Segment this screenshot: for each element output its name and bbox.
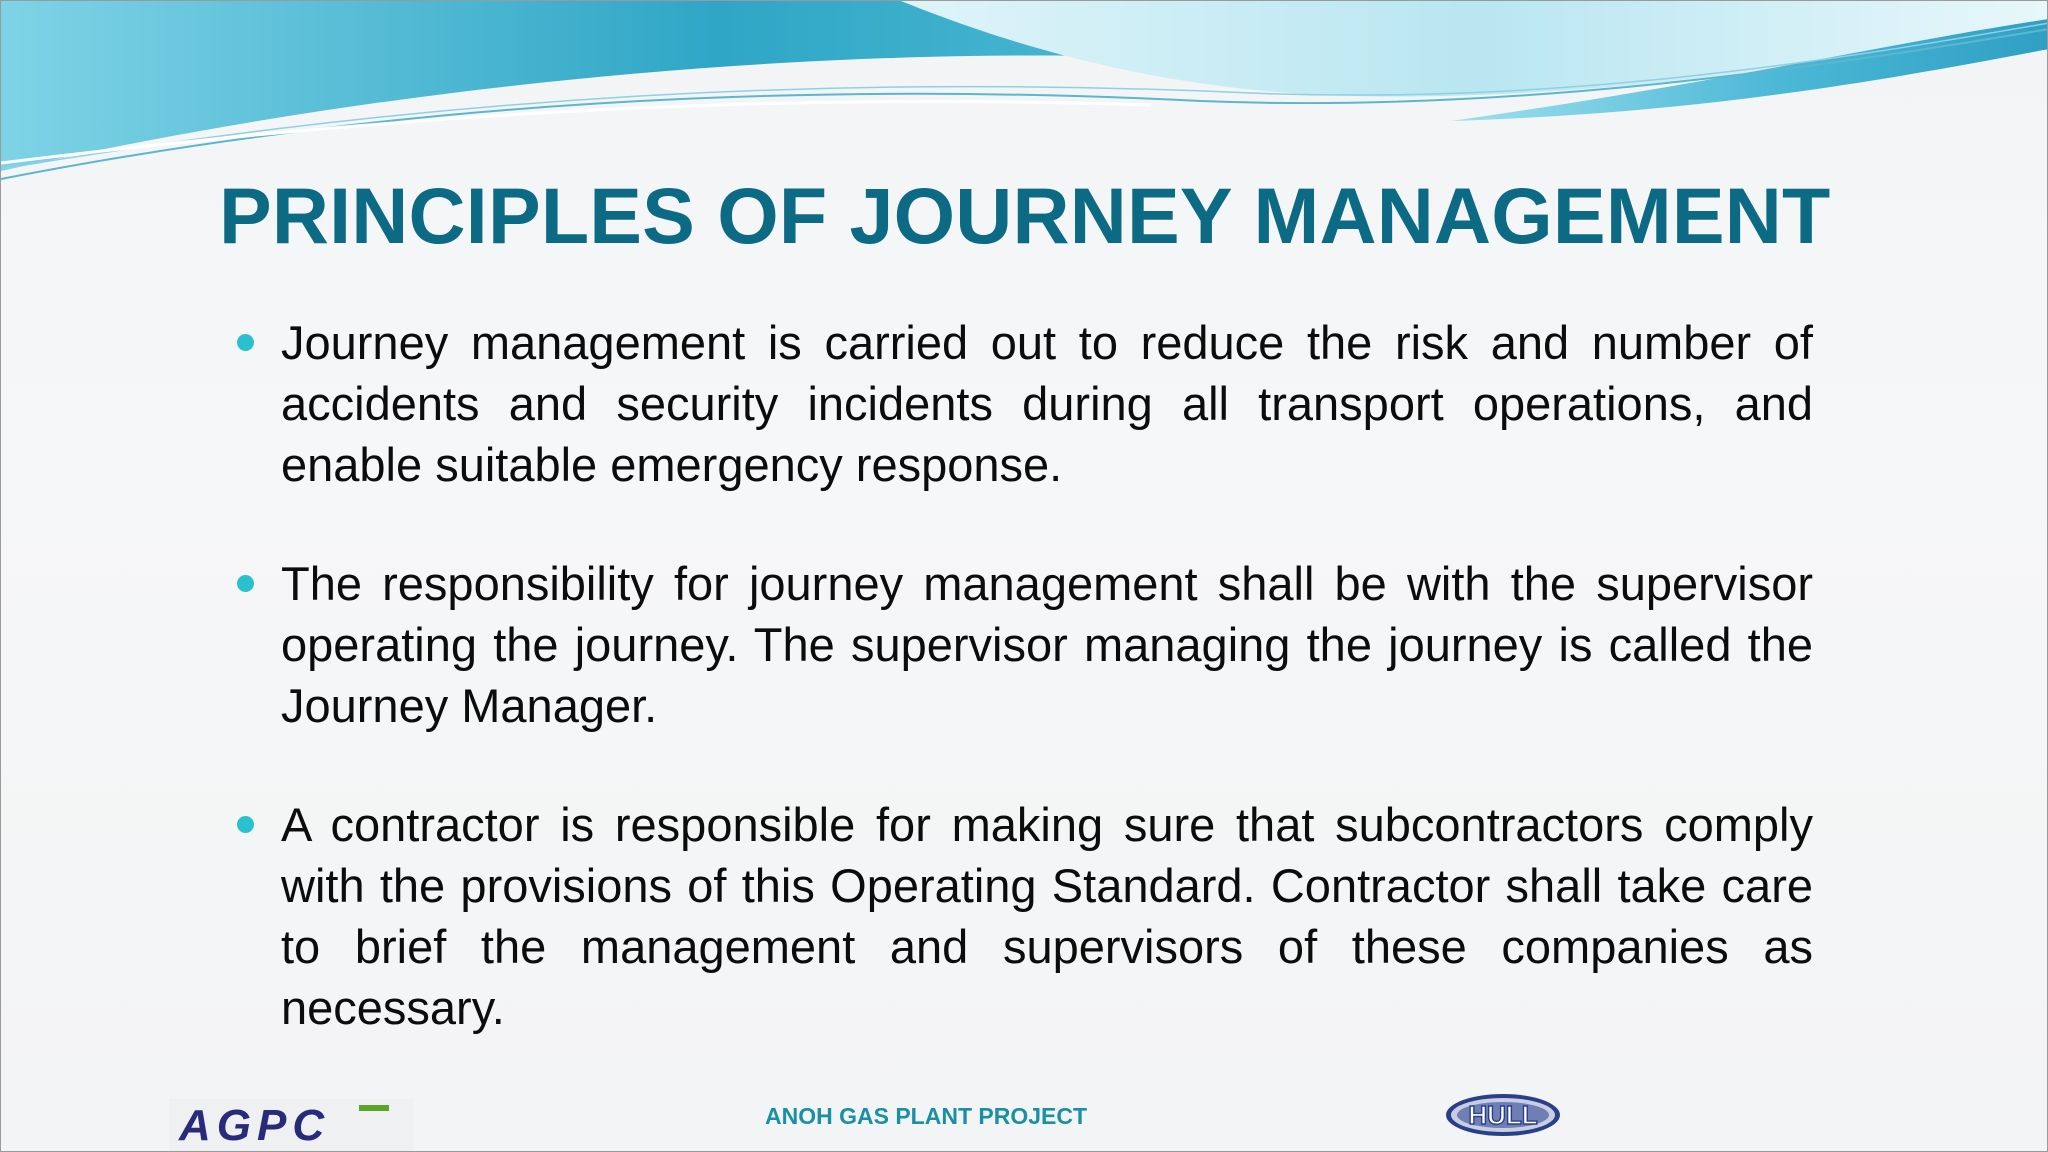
bullet-dot-icon xyxy=(237,334,254,351)
bullet-text: Journey management is carried out to reduce the risk and number of accidents and security incidents during all transport operations, and enable suitable emergency response. xyxy=(281,316,1813,491)
bullet-item xyxy=(237,794,1813,1038)
agpc-logo-text: AGPC xyxy=(179,1101,331,1150)
bullet-item xyxy=(237,553,1813,736)
footer-project-name: ANOH GAS PLANT PROJECT xyxy=(765,1103,1088,1129)
wave-light xyxy=(901,1,2048,97)
bullet-list xyxy=(237,312,1813,1096)
hull-logo xyxy=(1443,1091,1563,1139)
bullet-dot-icon xyxy=(237,575,254,592)
bullet-text: A contractor is responsible for making sure that subcontractors comply with the provisions of this Operating Standard. Contractor shall take care to brief the management and supervisors of these companies as necessary. xyxy=(281,798,1813,1034)
bullet-dot-icon xyxy=(237,816,254,833)
agpc-logo xyxy=(169,1099,413,1151)
bullet-item xyxy=(237,312,1813,495)
agpc-logo-accent xyxy=(359,1105,389,1111)
bullet-text: The responsibility for journey management shall be with the supervisor operating the journey. The supervisor managing the journey is called the Journey Manager. xyxy=(281,557,1813,732)
header-wave-decoration xyxy=(1,1,2048,191)
hull-logo-text: HULL xyxy=(1468,1100,1538,1130)
slide-title: PRINCIPLES OF JOURNEY MANAGEMENT xyxy=(219,171,1831,260)
